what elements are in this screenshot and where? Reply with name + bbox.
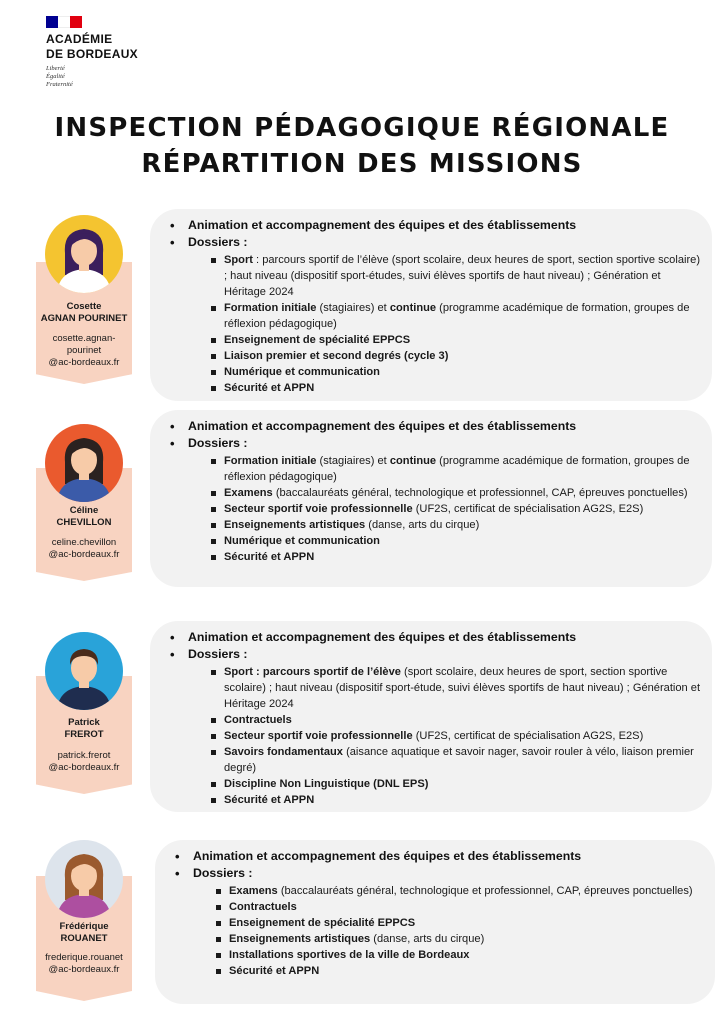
woman-avatar-icon bbox=[45, 215, 123, 293]
dossier-item-bold: Sécurité et APPN bbox=[224, 382, 315, 394]
dossier-item-text: (stagiaires) et bbox=[316, 302, 390, 314]
dossier-item bbox=[215, 915, 705, 931]
dossier-item-text: (aisance aquatique et savoir nager, savoir rouler à vélo, liaison premier degré) bbox=[224, 746, 694, 774]
academy-name-line2: DE BORDEAUX bbox=[46, 47, 138, 61]
mission-animation: • Animation et accompagnement des équipes et des établissements bbox=[170, 629, 702, 646]
dossier-item bbox=[210, 453, 702, 485]
mission-dossiers bbox=[170, 646, 702, 808]
dossiers-label: Dossiers : bbox=[188, 235, 248, 249]
dossier-item-bold: Formation initiale bbox=[224, 455, 317, 467]
page-title bbox=[0, 110, 724, 182]
dossier-item bbox=[210, 252, 702, 300]
dossier-item bbox=[215, 883, 705, 899]
dossier-item-bold: Sécurité et APPN bbox=[224, 551, 315, 563]
person-name bbox=[36, 505, 132, 529]
dossier-item bbox=[210, 776, 702, 792]
dossier-item-bold: Savoirs fondamentaux bbox=[224, 746, 343, 758]
dossier-item-bold: Examens bbox=[229, 885, 278, 897]
dossier-item bbox=[210, 728, 702, 744]
motto-fraternite: Fraternité bbox=[46, 81, 73, 88]
dossier-item-bold: Discipline Non Linguistique (DNL EPS) bbox=[224, 778, 429, 790]
dossier-item-bold: Secteur sportif voie professionnelle bbox=[224, 503, 413, 515]
dossier-item bbox=[210, 485, 702, 501]
missions-box bbox=[150, 410, 712, 587]
dossiers-label: Dossiers : bbox=[193, 866, 253, 880]
dossiers-list bbox=[215, 883, 705, 979]
person-email bbox=[36, 750, 132, 774]
person-first-name: Frédérique bbox=[59, 921, 109, 932]
missions-list bbox=[170, 629, 702, 808]
dossier-item-bold: Formation initiale bbox=[224, 302, 317, 314]
dossiers-list bbox=[210, 453, 702, 565]
dossier-item-text: (UF2S, certificat de spécialisation AG2S, E2S) bbox=[412, 730, 644, 742]
person-email-line: frederique.rouanet bbox=[45, 952, 123, 963]
woman-avatar-icon bbox=[45, 840, 123, 918]
french-flag-icon bbox=[46, 16, 82, 28]
page-title-line1: INSPECTION PÉDAGOGIQUE RÉGIONALE bbox=[54, 113, 670, 143]
dossier-item-bold: continue bbox=[389, 302, 437, 314]
person-email bbox=[36, 333, 132, 369]
dossier-item-bold: Sport bbox=[224, 254, 253, 266]
dossier-item bbox=[210, 300, 702, 332]
academy-name bbox=[46, 32, 206, 62]
dossier-item bbox=[210, 792, 702, 808]
dossier-item-text: (baccalauréats général, technologique et professionnel, CAP, épreuves ponctuelles) bbox=[277, 885, 693, 897]
dossier-item bbox=[210, 549, 702, 565]
dossier-item-bold: Sécurité et APPN bbox=[224, 794, 315, 806]
dossier-item-bold: Contractuels bbox=[224, 714, 292, 726]
dossier-item bbox=[210, 380, 702, 396]
dossier-item-bold: Enseignements artistiques bbox=[224, 519, 366, 531]
dossier-item bbox=[210, 712, 702, 728]
academy-name-line1: ACADÉMIE bbox=[46, 32, 113, 46]
dossier-item bbox=[210, 664, 702, 712]
dossier-item-bold: Installations sportives de la ville de Bordeaux bbox=[229, 949, 470, 961]
dossier-item bbox=[210, 364, 702, 380]
dossier-item-text: (programme académique de formation, groupes de réflexion pédagogique) bbox=[224, 302, 690, 330]
dossier-item-text: (programme académique de formation, groupes de réflexion pédagogique) bbox=[224, 455, 690, 483]
dossier-item-bold: Enseignement de spécialité EPPCS bbox=[224, 334, 411, 346]
page-title-line2: RÉPARTITION DES MISSIONS bbox=[141, 149, 583, 179]
dossiers-list bbox=[210, 252, 702, 396]
dossier-item bbox=[210, 348, 702, 364]
woman-avatar-icon bbox=[45, 424, 123, 502]
dossier-item-text: (danse, arts du cirque) bbox=[370, 933, 485, 945]
missions-box bbox=[155, 840, 715, 1004]
person-email-line: patrick.frerot bbox=[57, 750, 111, 761]
dossier-item-bold: Examens bbox=[224, 487, 273, 499]
person-email-line: @ac-bordeaux.fr bbox=[48, 964, 120, 975]
academy-logo bbox=[46, 16, 206, 89]
mission-dossiers bbox=[175, 865, 705, 979]
dossier-item-text: (baccalauréats général, technologique et professionnel, CAP, épreuves ponctuelles) bbox=[272, 487, 688, 499]
dossier-item-bold: Sécurité et APPN bbox=[229, 965, 320, 977]
dossier-item bbox=[210, 533, 702, 549]
dossier-item bbox=[215, 947, 705, 963]
dossier-item bbox=[210, 517, 702, 533]
motto-egalite: Égalité bbox=[46, 73, 65, 80]
mission-animation: • Animation et accompagnement des équipes et des établissements bbox=[175, 848, 705, 865]
dossier-item-bold: Numérique et communication bbox=[224, 366, 380, 378]
dossier-item bbox=[210, 332, 702, 348]
person-last-name: FREROT bbox=[64, 729, 104, 740]
dossier-item-bold: Enseignements artistiques bbox=[229, 933, 371, 945]
mission-dossiers bbox=[170, 234, 702, 396]
person-last-name: CHEVILLON bbox=[56, 517, 112, 528]
man-avatar-icon bbox=[45, 632, 123, 710]
person-email-line: pourinet bbox=[66, 345, 102, 356]
person-first-name: Céline bbox=[69, 505, 99, 516]
person-email bbox=[36, 537, 132, 561]
person-email-line: celine.chevillon bbox=[51, 537, 117, 548]
missions-box bbox=[150, 209, 712, 401]
dossier-item-bold: Numérique et communication bbox=[224, 535, 380, 547]
dossier-item-text: (sport scolaire, deux heures de sport, section sportive scolaire) ; haut niveau (dispositif sport-étude, suivi élèves sportifs de haut niveau) ; Génération et Héritage 2024 bbox=[224, 666, 701, 710]
motto-liberte: Liberté bbox=[46, 65, 65, 72]
missions-list bbox=[170, 418, 702, 565]
dossiers-label: Dossiers : bbox=[188, 647, 248, 661]
missions-list bbox=[175, 848, 705, 979]
person-first-name: Cosette bbox=[66, 301, 102, 312]
person-name bbox=[36, 921, 132, 945]
mission-animation: • Animation et accompagnement des équipes et des établissements bbox=[170, 217, 702, 234]
dossier-item-bold: Liaison premier et second degrés (cycle 3) bbox=[224, 350, 449, 362]
dossier-item-bold: continue bbox=[389, 455, 437, 467]
person-name bbox=[36, 717, 132, 741]
dossiers-list bbox=[210, 664, 702, 808]
person-email-line: @ac-bordeaux.fr bbox=[48, 549, 120, 560]
dossier-item-bold: Sport : parcours sportif de l’élève bbox=[224, 666, 401, 678]
dossier-item-text: (stagiaires) et bbox=[316, 455, 390, 467]
dossier-item bbox=[210, 501, 702, 517]
republic-motto bbox=[46, 65, 206, 89]
dossiers-label: Dossiers : bbox=[188, 436, 248, 450]
dossier-item-text: (UF2S, certificat de spécialisation AG2S, E2S) bbox=[412, 503, 644, 515]
dossier-item bbox=[210, 744, 702, 776]
person-email-line: @ac-bordeaux.fr bbox=[48, 762, 120, 773]
dossier-item-bold: Enseignement de spécialité EPPCS bbox=[229, 917, 416, 929]
dossier-item bbox=[215, 899, 705, 915]
person-name bbox=[36, 301, 132, 325]
person-last-name: ROUANET bbox=[60, 933, 108, 944]
dossier-item-bold: Contractuels bbox=[229, 901, 297, 913]
person-email-line: @ac-bordeaux.fr bbox=[48, 357, 120, 368]
missions-list bbox=[170, 217, 702, 396]
person-first-name: Patrick bbox=[68, 717, 100, 728]
person-email-line: cosette.agnan- bbox=[52, 333, 116, 344]
dossier-item-text: (danse, arts du cirque) bbox=[365, 519, 480, 531]
dossier-item bbox=[215, 931, 705, 947]
mission-dossiers bbox=[170, 435, 702, 565]
dossier-item bbox=[215, 963, 705, 979]
dossier-item-bold: Secteur sportif voie professionnelle bbox=[224, 730, 413, 742]
missions-box bbox=[150, 621, 712, 812]
person-email bbox=[36, 952, 132, 976]
dossier-item-text: : parcours sportif de l’élève (sport scolaire, deux heures de sport, section sportive scolaire) ; haut niveau (dispositif sport-études, suivi élèves sportifs de haut niveau) ; Génération et Héritage 2024 bbox=[224, 254, 701, 298]
person-last-name: AGNAN POURINET bbox=[40, 313, 128, 324]
mission-animation: • Animation et accompagnement des équipes et des établissements bbox=[170, 418, 702, 435]
